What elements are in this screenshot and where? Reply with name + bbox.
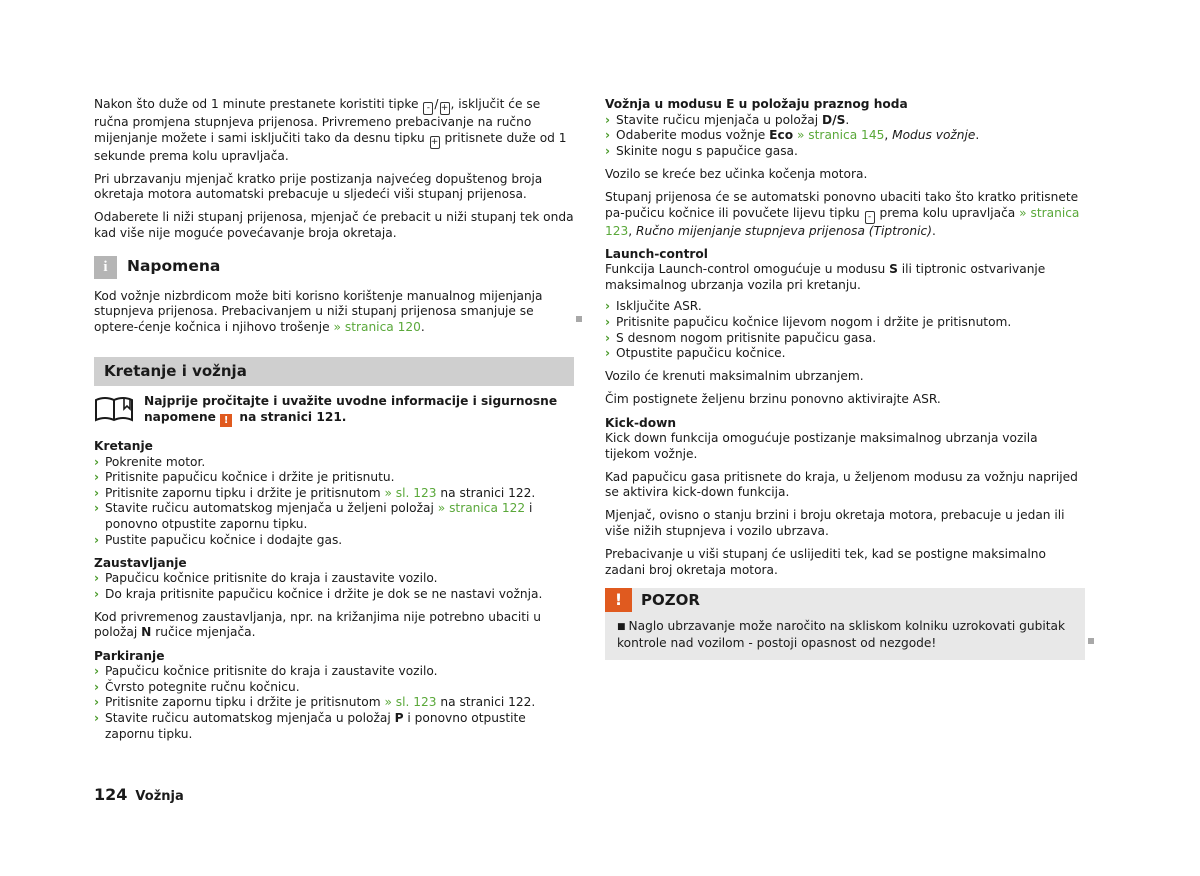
paragraph: Čim postignete željenu brzinu ponovno aktivirajte ASR. (605, 392, 941, 407)
arrow-icon: › (94, 571, 100, 586)
arrow-icon: › (94, 664, 100, 679)
arrow-icon: › (94, 485, 100, 500)
arrow-icon: › (94, 532, 100, 547)
page-link[interactable]: » stranica 120 (333, 319, 421, 334)
arrow-icon: › (605, 143, 611, 158)
list-item: › Otpustite papučicu kočnice. (605, 346, 786, 361)
section-end-marker (1088, 638, 1094, 644)
arrow-icon: › (94, 695, 100, 710)
paragraph: Prebacivanje u viši stupanj će uslijediti tek, kad se postigne maksimalno zadani broj okretaja motora. (605, 547, 1046, 577)
list-item: › Stavite ručicu automatskog mjenjača u željeni položaj » stranica 122 i ponovno otpustite zapornu tipku. (94, 501, 533, 531)
paragraph: Kick down funkcija omogućuje postizanje maksimalnog ubrzanja vozila tijekom vožnje. (605, 431, 1038, 461)
warning-box (605, 588, 1085, 659)
book-icon (94, 394, 134, 424)
paragraph: Stupanj prijenosa će se automatski ponovno ubaciti tako što kratko pritisnete pa-pučicu kočnice ili povučete lijevu tipku - prema kolu upravljača » stranica 123, Ručno mijenjanje stupnjeva prijenosa (Tiptronic). (605, 189, 1080, 238)
plus-key-icon: + (430, 136, 439, 147)
left-column (94, 97, 574, 750)
arrow-icon: › (605, 112, 611, 127)
arrow-icon: › (94, 501, 100, 516)
list-item: › Stavite ručicu automatskog mjenjača u položaj P i ponovno otpustite zapornu tipku. (94, 710, 526, 741)
note-text: Kod vožnje nizbrdicom može biti korisno korištenje manualnog mijenjanja stupnjeva prijenosa. Prebacivanjem u niži stupanj prijenosa smanjuje se optere-ćenje kočnica i njihovo trošenje » stranica 120. (94, 288, 543, 334)
page-link[interactable]: » stranica 123 (605, 205, 1080, 238)
list-item: › Pustite papučicu kočnice i dodajte gas. (94, 532, 343, 547)
section-title: Kretanje i vožnja (94, 357, 574, 386)
warning-title: POZOR (641, 590, 700, 609)
list-item: › Isključite ASR. (605, 299, 702, 314)
arrow-icon: › (94, 454, 100, 469)
paragraph: Kad papučicu gasa pritisnete do kraja, u željenom modusu za vožnju naprijed se aktivira kick-down funkcija. (605, 469, 1078, 500)
arrow-icon: › (605, 315, 611, 330)
parkiranje-block (94, 649, 574, 743)
subheading: Vožnja u modusu E u položaju praznog hoda (605, 97, 908, 111)
plus-key-icon: + (440, 103, 449, 113)
list-item: › Do kraja pritisnite papučicu kočnice i držite je dok se ne nastavi vožnja. (94, 586, 543, 601)
page-link[interactable]: » stranica 122 (437, 501, 526, 516)
info-icon: i (94, 256, 117, 279)
right-column (605, 97, 1085, 660)
paragraph: Nakon što duže od 1 minute prestanete koristiti tipke - / + , isključit će se ručna promjena stupnjeva prijenosa. Privremeno prebacivanje na ručno mijenjanje možete i sami isključiti tako da desnu tipku + pritisnete duže od 1 sekunde prema kolu upravljača. (94, 97, 567, 163)
kick-down-block (605, 416, 1085, 463)
arrow-icon: › (605, 330, 611, 345)
minus-key-icon: - (423, 102, 433, 115)
warning-text: ■ Naglo ubrzavanje može naročito na skliskom kolniku uzrokovati gubitak kontrole nad vozilom - postoji opasnost od nezgode! (617, 619, 1066, 650)
footer-section: Vožnja (135, 789, 184, 804)
arrow-icon: › (605, 128, 611, 143)
paragraph: Pri ubrzavanju mjenjač kratko prije postizanja najvećeg dopuštenog broja okretaja motora automatski prebacuje u sljedeći viši stupanj prijenosa. (94, 171, 543, 202)
warning-icon: ! (220, 414, 232, 427)
figure-link[interactable]: » sl. 123 (384, 695, 437, 710)
warning-header (605, 588, 1085, 612)
warning-icon: ! (605, 588, 632, 612)
list-item: › Pritisnite papučicu kočnice lijevom nogom i držite je pritisnutom. (605, 315, 1012, 330)
arrow-icon: › (94, 710, 100, 725)
list-item: › Čvrsto potegnite ručnu kočnicu. (94, 679, 300, 694)
list-item: › Skinite nogu s papučice gasa. (605, 143, 798, 158)
figure-link[interactable]: » sl. 123 (384, 485, 437, 500)
paragraph: Vozilo se kreće bez učinka kočenja motora. (605, 166, 868, 181)
paragraph: Vozilo će krenuti maksimalnim ubrzanjem. (605, 369, 864, 384)
list-item: › Pritisnite zapornu tipku i držite je pritisnutom » sl. 123 na stranici 122. (94, 485, 536, 500)
subheading: Kick-down (605, 415, 677, 430)
paragraph: Odaberete li niži stupanj prijenosa, mjenjač će prebacit u niži stupanj tek onda kad više nije moguće povećavanje broja okretaja. (94, 210, 574, 240)
arrow-icon: › (94, 470, 100, 485)
subheading: Kretanje (94, 438, 153, 453)
list-item: › Stavite ručicu mjenjača u položaj D/S. (605, 112, 850, 127)
subheading: Launch-control (605, 246, 708, 261)
list-item: › Odaberite modus vožnje Eco » stranica 145, Modus vožnje. (605, 128, 980, 143)
launch-control-block (605, 247, 1085, 362)
arrow-icon: › (605, 346, 611, 361)
list-item: › Pritisnite papučicu kočnice i držite je pritisnutu. (94, 470, 395, 485)
subheading: Parkiranje (94, 648, 165, 663)
list-item: › Papučicu kočnice pritisnite do kraja i zaustavite vozilo. (94, 664, 438, 679)
note-header (94, 256, 574, 279)
kretanje-block (94, 439, 574, 548)
page-footer (94, 787, 184, 805)
page-link[interactable]: » stranica 145 (796, 128, 885, 143)
mode-e-block (605, 97, 1085, 159)
list-item: › Pokrenite motor. (94, 454, 206, 469)
note-title: Napomena (127, 257, 221, 276)
page-number: 124 (94, 785, 128, 804)
list-item: › S desnom nogom pritisnite papučicu gasa. (605, 330, 877, 345)
arrow-icon: › (94, 679, 100, 694)
intro-notice: Najprije pročitajte i uvažite uvodne informacije i sigurnosne napomene ! na stranici 121. (94, 394, 574, 427)
arrow-icon: › (605, 299, 611, 314)
minus-key-icon: - (865, 211, 875, 224)
zaustavljanje-block (94, 556, 574, 603)
paragraph: Funkcija Launch-control omogućuje u modusu S ili tiptronic ostvarivanje maksimalnog ubrzanja vozila pri kretanju. (605, 262, 1046, 292)
list-item: › Pritisnite zapornu tipku i držite je pritisnutom » sl. 123 na stranici 122. (94, 695, 536, 710)
paragraph: Kod privremenog zaustavljanja, npr. na križanjima nije potrebno ubaciti u položaj N ručice mjenjača. (94, 609, 542, 640)
subheading: Zaustavljanje (94, 555, 187, 570)
square-bullet-icon: ■ (617, 622, 626, 633)
paragraph: Mjenjač, ovisno o stanju brzini i broju okretaja motora, prebacuje u jedan ili više nižih stupnjeva i vozilo ubrzava. (605, 508, 1065, 539)
section-end-marker (576, 316, 582, 322)
arrow-icon: › (94, 586, 100, 601)
list-item: › Papučicu kočnice pritisnite do kraja i zaustavite vozilo. (94, 571, 438, 586)
